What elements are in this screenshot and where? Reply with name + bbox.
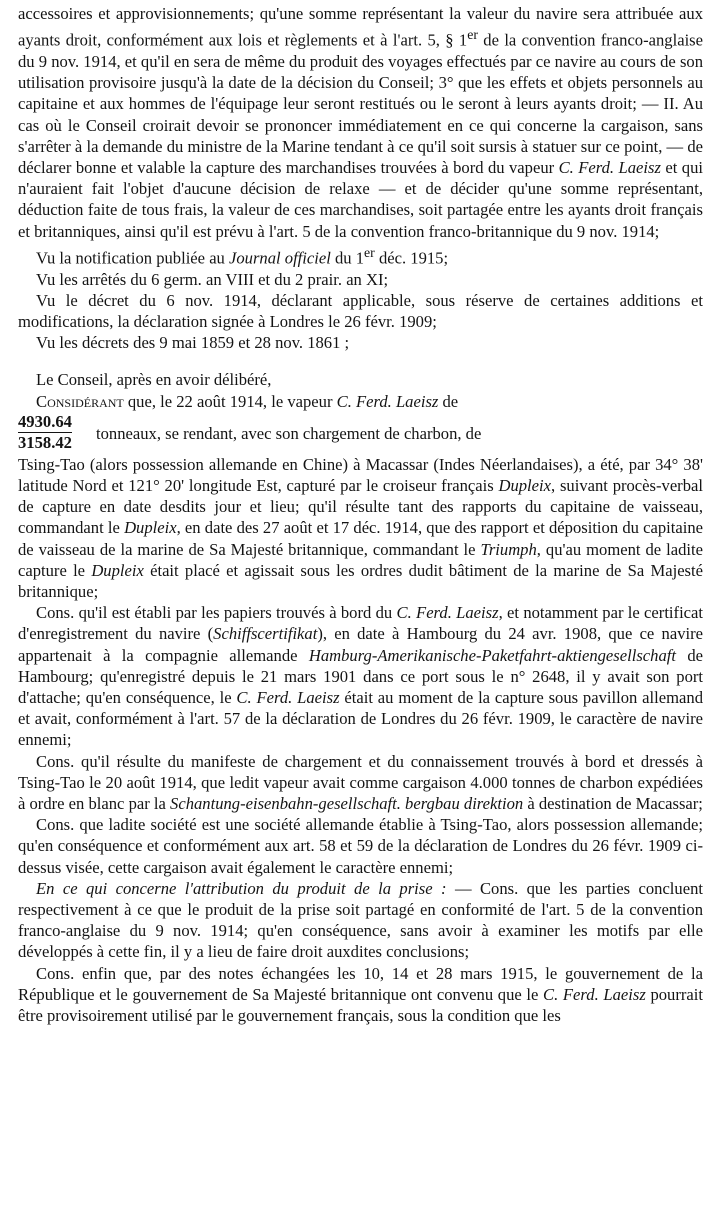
text: et qui n'auraient fait l'objet d'aucune décision de relaxe — et de décider qu'une somme représentant, déduction faite de tous frais, la valeur de ces marchandises, soit partagée entre les ayants droit français et britanniques, ainsi qu'il est prévu à l'art. 5 de la convention franco-britannique du 9 nov. 1914;	[18, 157, 703, 241]
text: Vu la notification publiée au	[36, 248, 229, 268]
ship-name: Dupleix	[91, 560, 144, 580]
considerant-label: Considérant	[36, 391, 124, 411]
text: de la convention franco-anglaise du 9 nov. 1914, et qu'il en sera de même du produit des voyages effectués par ce navire au cours de son utilisation provisoire jusqu'à la date de la décision du Conseil; 3° que les effets et objets personnels au capitaine et aux hommes de l'équipage leur seront restitués ou le seront à leurs ayants droit; — II. Au cas où le Conseil croirait devoir se prononcer immédiatement en ce qui concerne la cargaison, sans s'arrêter à la demande du ministre de la Marine tendant à ce qu'il soit sursis à statuer sur ce point, — de déclarer bonne et valable la capture des marchandises trouvées à bord du vapeur	[18, 30, 703, 177]
vu-arretes: Vu les arrêtés du 6 germ. an VIII et du 2 prair. an XI;	[36, 269, 389, 289]
paragraph-conclusions	[18, 3, 703, 242]
superscript: er	[467, 27, 478, 43]
text: était au moment de la capture sous pavillon allemand et avait, conformément à l'art. 57 de la déclaration de Londres du 26 févr. 1909, le caractère de navire ennemi;	[18, 687, 703, 750]
text: déc. 1915;	[374, 248, 449, 268]
journal-title: Journal officiel	[229, 248, 331, 268]
considerant-body	[18, 454, 703, 602]
cons-attribution	[18, 878, 703, 963]
company-name: Hamburg-Amerikanische-Paketfahrt-aktiengesellschaft	[308, 645, 676, 665]
text: , qu'au moment de ladite capture le	[18, 539, 703, 580]
text: , suivant procès-verbal de capture en date desdits jour et lieu; qu'il résulte tant des rapports du capitaine de vaisseau, commandant le	[18, 475, 703, 538]
text: Cons. enfin que, par des notes échangées les 10, 14 et 28 mars 1915, le gouvernement de la République et le gouvernement de Sa Majesté britannique ont convenu que le	[18, 963, 703, 1004]
text: du 1	[330, 248, 365, 268]
text: de Hambourg; qu'enregistré depuis le 21 mars 1901 dans ce port sous le n° 2648, il y avait son port d'attache; qu'en conséquence, le	[18, 645, 703, 707]
ship-name: Dupleix	[498, 475, 552, 495]
cons-manifeste	[18, 751, 703, 815]
tonnage-gross: 4930.64	[18, 411, 72, 431]
text: que, le 22 août 1914, le vapeur	[123, 391, 337, 411]
conseil-line: Le Conseil, après en avoir délibéré,	[36, 370, 272, 390]
section-heading: En ce qui concerne l'attribution du produit de la prise :	[36, 878, 447, 898]
text: était placé et agissait sous les ordres dudit bâtiment de la marine de Sa Majesté britannique;	[18, 560, 703, 601]
text: ), en date à Hambourg du 24 avr. 1908, que ce navire appartenait à la compagnie allemande	[18, 624, 703, 665]
cons-societe: Cons. que ladite société est une société allemande établie à Tsing-Tao, alors possession allemande; qu'en conséquence et conformément aux art. 58 et 59 de la déclaration de Londres du 26 févr. 1909 ci-dessus visée, cette cargaison avait également le caractère ennemi;	[18, 815, 703, 877]
text: tonneaux, se rendant, avec son chargement de charbon, de	[96, 423, 482, 443]
text: — Cons. que les parties concluent respectivement à ce que le produit de la prise soit partagé en conformité de l'art. 5 de la convention franco-anglaise du 9 nov. 1914; qu'en conséquence, sans avoir à examiner les motifs par elle développés à cette fin, il y a lieu de faire droit auxdites conclusions;	[18, 878, 703, 962]
tonnage-fraction	[18, 412, 72, 453]
tonnage-net: 3158.42	[18, 432, 72, 452]
vu-decret: Vu le décret du 6 nov. 1914, déclarant applicable, sous réserve de certaines additions et modifications, la déclaration signée à Londres le 26 févr. 1909;	[18, 290, 703, 331]
certificate-name: Schiffscertifikat	[213, 624, 318, 644]
ship-name: Triumph	[480, 539, 537, 559]
company-name: Schantung-eisenbahn-gesellschaft. bergbau direktion	[170, 793, 524, 813]
superscript: er	[364, 244, 375, 260]
ship-name: Dupleix	[124, 518, 177, 538]
text: Cons. qu'il résulte du manifeste de chargement et du connaissement trouvés à bord et dressés à Tsing-Tao le 20 août 1914, que ledit vapeur avait comme cargaison 4.000 tonnes de charbon expédiées à ordre en blanc par la	[18, 751, 703, 813]
cons-papiers	[18, 602, 703, 750]
tonnage-line	[18, 412, 703, 454]
ship-name: C. Ferd. Laeisz	[336, 391, 439, 411]
considerant-line	[18, 391, 703, 412]
text: de	[438, 391, 459, 411]
ship-name: C. Ferd. Laeisz	[543, 984, 646, 1004]
text: accessoires et approvisionnements; qu'une somme représentant la valeur du navire sera attribuée aux ayants droit, conformément aux lois et règlements et à l'art. 5, § 1	[18, 4, 703, 50]
cons-notes	[18, 963, 703, 1027]
text: à destination de Macassar;	[523, 793, 703, 813]
ship-name: C. Ferd. Laeisz	[396, 603, 499, 623]
ship-name: C. Ferd. Laeisz	[236, 687, 340, 707]
vu-decrets: Vu les décrets des 9 mai 1859 et 28 nov. 1861 ;	[36, 333, 350, 353]
spacer	[18, 353, 703, 369]
text: Tsing-Tao (alors possession allemande en Chine) à Macassar (Indes Néerlandaises), a été, par 34° 38' latitude Nord et 121° 20' longitude Est, capturé par le croiseur français	[18, 454, 703, 495]
ship-name: C. Ferd. Laeisz	[558, 157, 661, 177]
text: Cons. qu'il est établi par les papiers trouvés à bord du	[36, 603, 397, 623]
text: , en date des 27 août et 17 déc. 1914, que des rapport et déposition du capitaine de vaisseau de la marine de Sa Majesté britannique, commandant le	[18, 518, 703, 559]
text: , et notamment par le certificat d'enregistrement du navire (	[18, 603, 704, 644]
text: pourrait être provisoirement utilisé par le gouvernement français, sous la condition que les	[18, 984, 703, 1025]
vu-notification	[18, 242, 703, 269]
